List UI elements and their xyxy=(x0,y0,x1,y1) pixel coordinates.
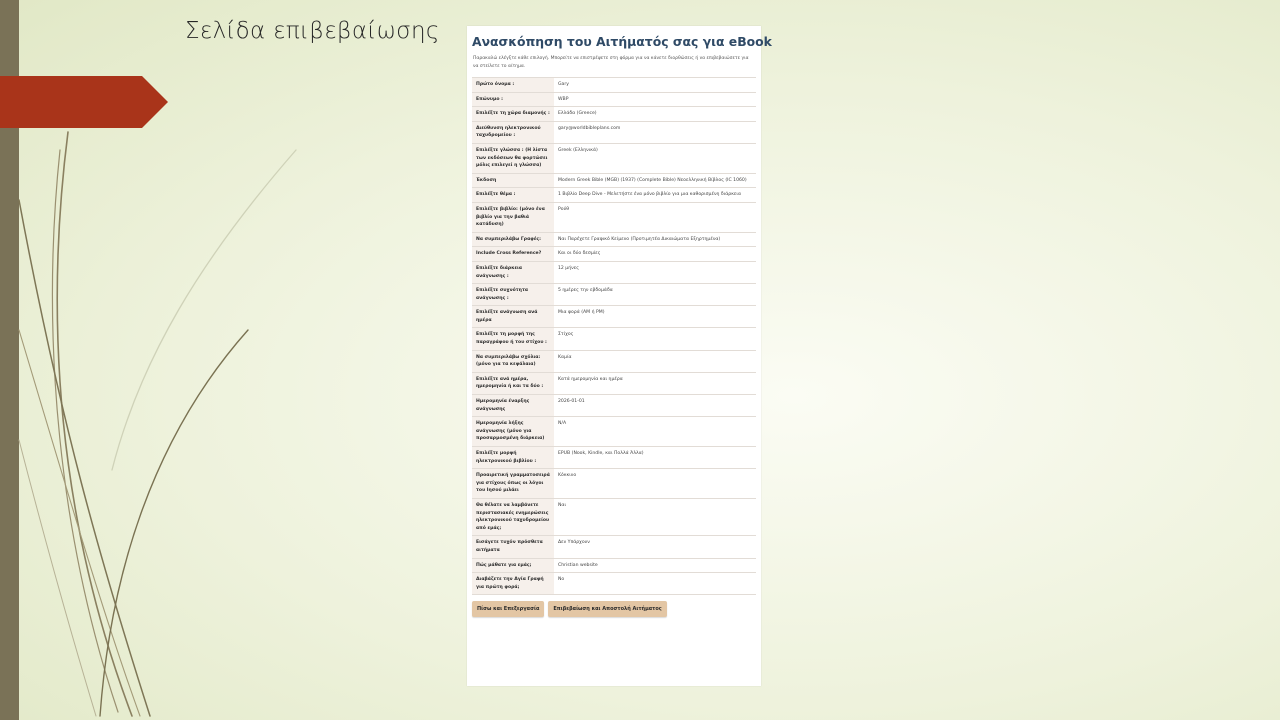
table-row xyxy=(472,173,756,188)
table-row xyxy=(472,469,756,499)
row-label: Επιλέξτε γλώσσα : (Η λίστα των εκδόσεων θα φορτώσει μόλις επιλεγεί η γλώσσα) xyxy=(472,143,554,173)
row-value: Greek (Ελληνικά) xyxy=(554,143,756,173)
back-and-edit-button[interactable]: Πίσω και Επεξεργασία xyxy=(472,601,544,617)
table-row xyxy=(472,92,756,107)
title-ribbon-arrow xyxy=(0,76,168,128)
row-value: WBP xyxy=(554,92,756,107)
row-value: Ελλάδα (Greece) xyxy=(554,107,756,122)
row-value: 12 μήνες xyxy=(554,261,756,283)
row-value: N/A xyxy=(554,417,756,447)
row-label: Επιλέξτε τη χώρα διαμονής : xyxy=(472,107,554,122)
row-value: Modern Greek Bible (MGB) (1937) (Complete Bible) Νεοελληνική Βίβλος (IC 1060) xyxy=(554,173,756,188)
table-row xyxy=(472,573,756,595)
row-label: Έκδοση xyxy=(472,173,554,188)
table-row xyxy=(472,350,756,372)
confirm-and-submit-button[interactable]: Επιβεβαίωση και Αποστολή Αιτήματος xyxy=(548,601,666,617)
row-label: Θα θέλατε να λαμβάνετε περιστασιακές ενημερώσεις ηλεκτρονικού ταχυδρομείου από εμάς; xyxy=(472,498,554,535)
row-label: Επιλέξτε ανά ημέρα, ημερομηνία ή και τα δύο : xyxy=(472,372,554,394)
row-label: Ημερομηνία λήξης ανάγνωσης (μόνο για προσαρμοσμένη διάρκεια) xyxy=(472,417,554,447)
table-row xyxy=(472,306,756,328)
row-value: 1 Βιβλίο Deep Dive - Μελετήστε ένα μόνο βιβλίο για μια καθορισμένη διάρκεια xyxy=(554,188,756,203)
table-row xyxy=(472,107,756,122)
row-label: Να συμπεριλάβω Γραφές: xyxy=(472,232,554,247)
row-label: Εισάγετε τυχόν πρόσθετα αιτήματα xyxy=(472,536,554,558)
row-value: Κόκκινο xyxy=(554,469,756,499)
table-row xyxy=(472,78,756,93)
table-row xyxy=(472,417,756,447)
table-row xyxy=(472,284,756,306)
row-value: Christian website xyxy=(554,558,756,573)
row-value: Στίχος xyxy=(554,328,756,350)
table-row xyxy=(472,558,756,573)
row-value: Και οι δύο δεσμίες xyxy=(554,247,756,262)
row-label: Επιλέξτε θέμα : xyxy=(472,188,554,203)
slide-title: Σελίδα επιβεβαίωσης xyxy=(185,18,440,44)
table-row xyxy=(472,247,756,262)
table-row xyxy=(472,536,756,558)
table-row xyxy=(472,143,756,173)
row-label: Include Cross Reference? xyxy=(472,247,554,262)
row-label: Επιλέξτε τη μορφή της παραγράφου ή του στίχου : xyxy=(472,328,554,350)
row-value: Κατά ημερομηνία και ημέρα xyxy=(554,372,756,394)
row-label: Επιλέξτε βιβλίο: (μόνο ένα βιβλίο για την βαθιά κατάδυση) xyxy=(472,202,554,232)
row-value: Ναι Παρέχετε Γραφικό Κείμενο (Προτιμητέα Δικαιώματα Εξηρτημένα) xyxy=(554,232,756,247)
row-label: Διεύθυνση ηλεκτρονικού ταχυδρομείου : xyxy=(472,121,554,143)
review-intro: Παρακαλώ ελέγξτε κάθε επιλογή. Μπορείτε να επιστρέψετε στη φόρμα για να κάνετε διορθώσεις ή να επιβεβαιώσετε για να στείλετε το αίτημα. xyxy=(473,56,749,69)
row-label: Να συμπεριλάβω σχόλια: (μόνο για τα κεφάλαια) xyxy=(472,350,554,372)
row-value: gary@worldbibleplans.com xyxy=(554,121,756,143)
row-label: Πώς μάθατε για εμάς; xyxy=(472,558,554,573)
row-label: Προαιρετική γραμματοσειρά για στίχους όπως οι λόγοι του Ιησού μιλάει xyxy=(472,469,554,499)
review-title: Ανασκόπηση του Αιτήματός σας για eBook xyxy=(472,34,772,49)
row-value: Ρούθ xyxy=(554,202,756,232)
row-value: No xyxy=(554,573,756,595)
table-row xyxy=(472,395,756,417)
table-row xyxy=(472,261,756,283)
row-value: 2026-01-01 xyxy=(554,395,756,417)
row-value: Gary xyxy=(554,78,756,93)
row-label: Πρώτο όνομα : xyxy=(472,78,554,93)
table-row xyxy=(472,121,756,143)
table-row xyxy=(472,328,756,350)
review-table xyxy=(472,77,756,595)
review-card xyxy=(467,26,772,686)
table-row xyxy=(472,202,756,232)
review-actions xyxy=(472,601,756,617)
row-label: Επιλέξτε διάρκεια ανάγνωσης : xyxy=(472,261,554,283)
row-value: Δεν Υπάρχουν xyxy=(554,536,756,558)
row-label: Επιλέξτε συχνότητα ανάγνωσης : xyxy=(472,284,554,306)
row-value: Μια φορά (AM ή PM) xyxy=(554,306,756,328)
row-value: EPUB (Nook, Kindle, και Πολλά Άλλα) xyxy=(554,447,756,469)
table-row xyxy=(472,498,756,535)
row-value: 5 ημέρες την εβδομάδα xyxy=(554,284,756,306)
row-label: Ημερομηνία έναρξης ανάγνωσης xyxy=(472,395,554,417)
row-label: Επιλέξτε μορφή ηλεκτρονικού βιβλίου : xyxy=(472,447,554,469)
row-value: Ναι xyxy=(554,498,756,535)
row-label: Επιλέξτε ανάγνωση ανά ημέρα xyxy=(472,306,554,328)
table-row xyxy=(472,372,756,394)
row-label: Διαβάζετε την Αγία Γραφή για πρώτη φορά; xyxy=(472,573,554,595)
table-row xyxy=(472,447,756,469)
table-row xyxy=(472,232,756,247)
table-row xyxy=(472,188,756,203)
row-label: Επώνυμο : xyxy=(472,92,554,107)
row-value: Καμία xyxy=(554,350,756,372)
